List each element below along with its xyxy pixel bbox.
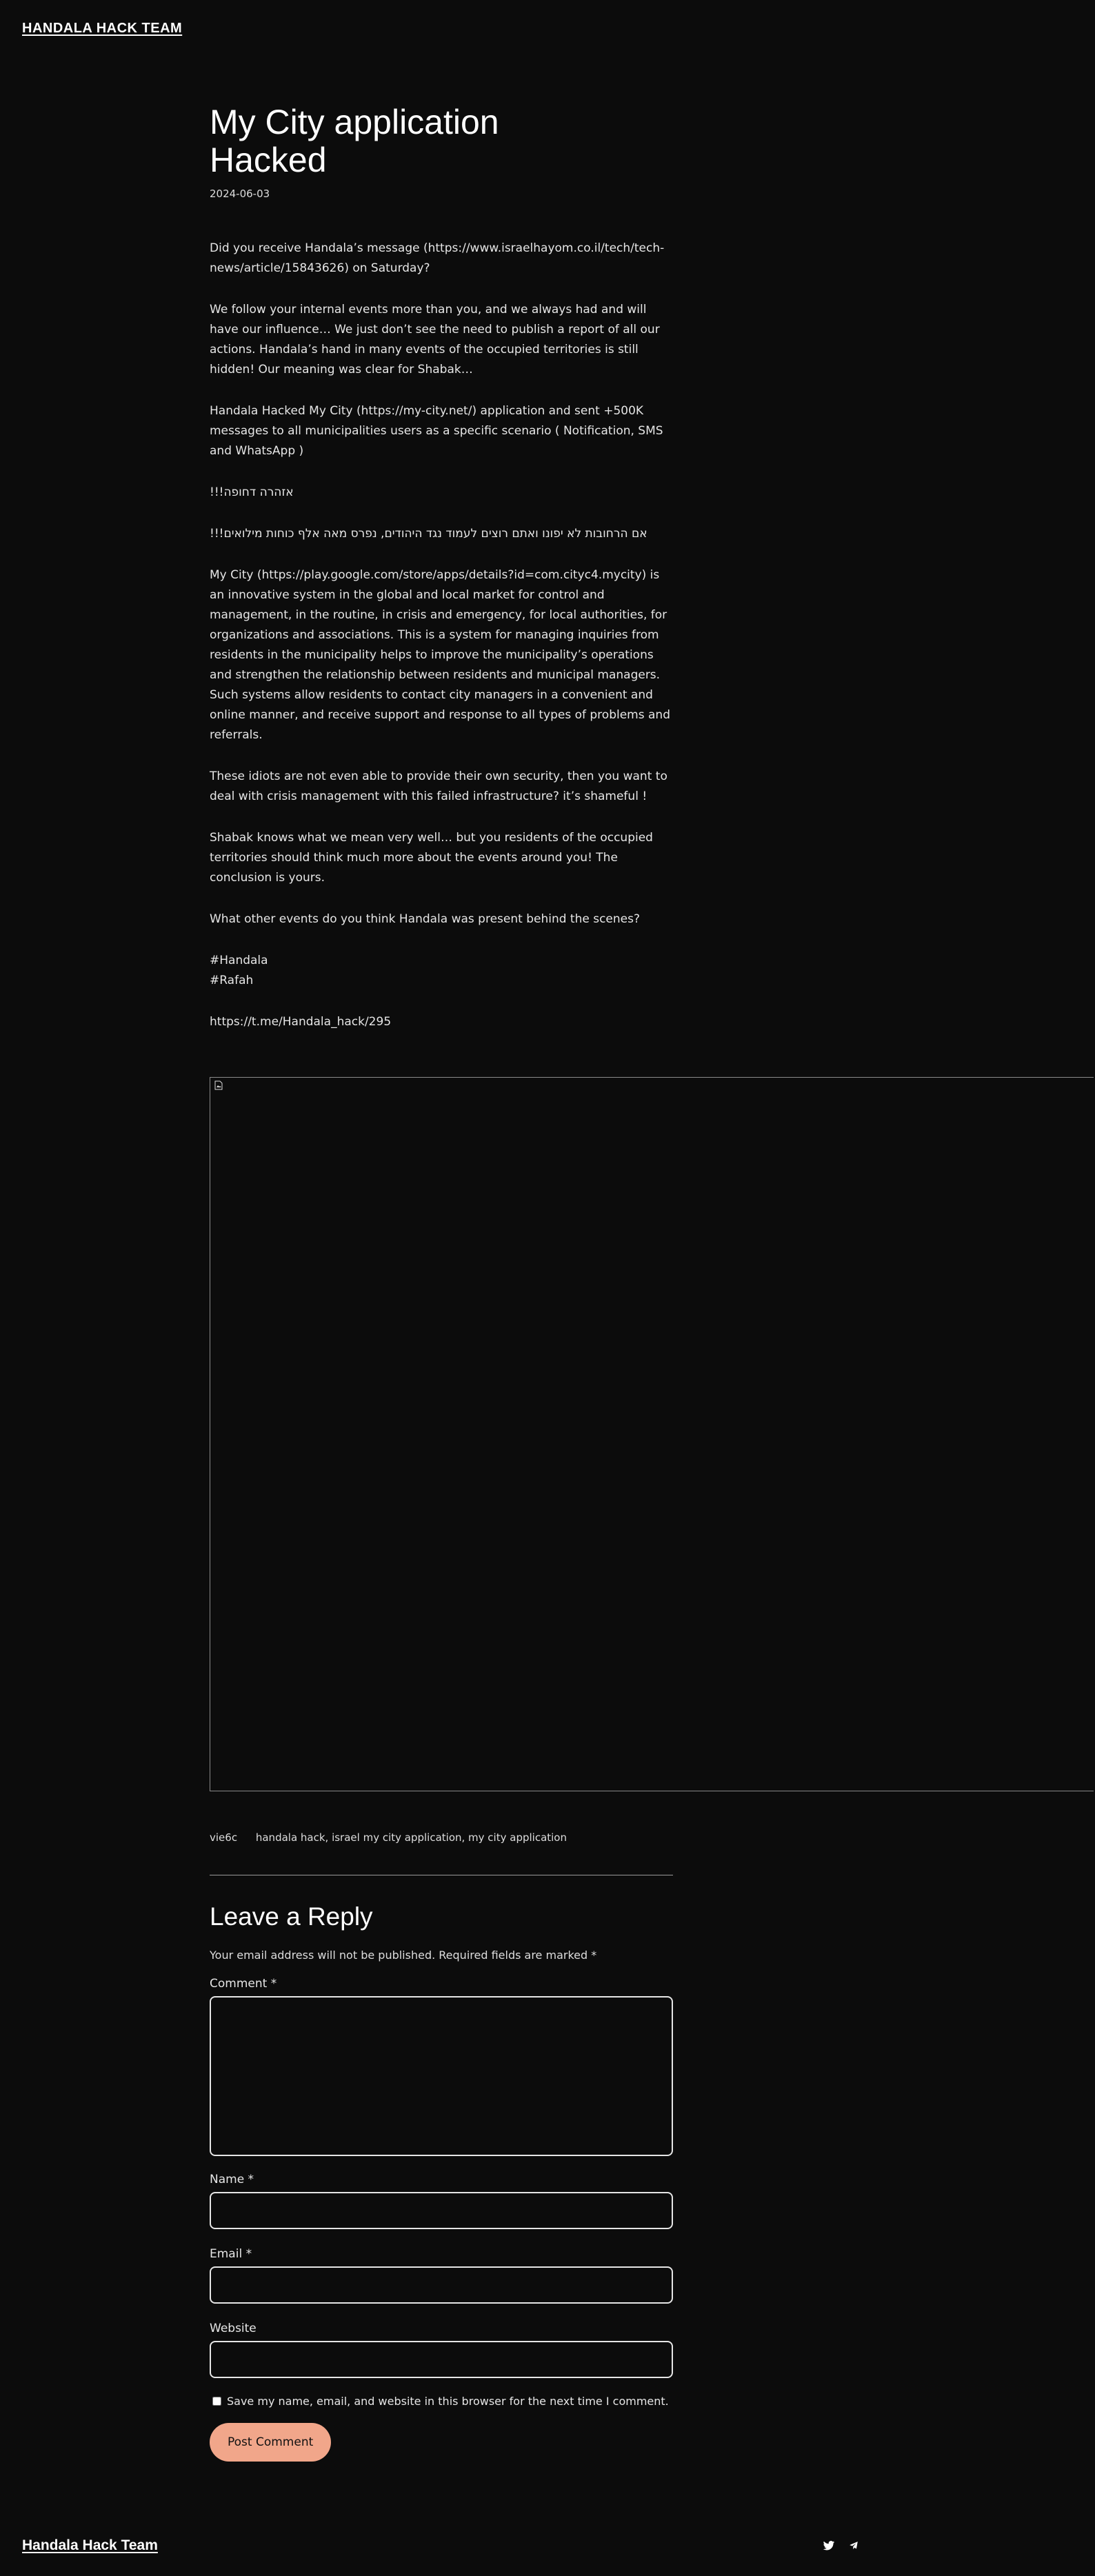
required-notes: Your email address will not be published. Required fields are marked * xyxy=(210,1949,597,1962)
post-author[interactable]: vie6c xyxy=(210,1831,238,1844)
hashtag-handala: #Handala xyxy=(210,954,268,967)
israelhayom-link[interactable]: https://www.israelhayom.co.il/tech/tech-news/article/15843626 xyxy=(210,241,665,275)
reply-heading: Leave a Reply xyxy=(210,1902,373,1931)
paragraph-2: We follow your internal events more than you, and we always had and will have our influence… We just don’t see the need to publish a report of all our actions. Handala’s hand in many events of the occupied territories is still hidden! Our meaning was clear for Shabak… xyxy=(210,303,660,376)
comment-label: Comment * xyxy=(210,1977,277,1991)
my-city-link[interactable]: https://my-city.net/ xyxy=(361,404,472,418)
post-content xyxy=(210,239,673,1032)
post-image xyxy=(210,1077,1094,1791)
play-store-link[interactable]: https://play.google.com/store/apps/details?id=com.cityc4.mycity xyxy=(261,568,642,582)
site-title-link[interactable]: HANDALA HACK TEAM xyxy=(22,21,183,36)
cookie-consent-row xyxy=(210,2395,673,2408)
cookie-consent-checkbox[interactable] xyxy=(212,2397,221,2406)
paragraph-6 xyxy=(210,565,673,745)
paragraph-7: These idiots are not even able to provide their own security, then you want to deal with crisis management with this failed infrastructure? it’s shameful ! xyxy=(210,769,667,803)
comment-textarea[interactable] xyxy=(210,1996,673,2156)
post-meta xyxy=(210,1831,582,1844)
paragraph-hebrew-message: אם הרחובות לא יפונו ואתם רוצים לעמוד נגד היהודים, נפרס מאה אלף כוחות מילואים!!! xyxy=(210,527,647,541)
twitter-icon[interactable] xyxy=(823,2541,835,2554)
paragraph-8: Shabak knows what we mean very well… but you residents of the occupied territories should think much more about the events around you! The conclusion is yours. xyxy=(210,831,653,885)
cookie-consent-label: Save my name, email, and website in this browser for the next time I comment. xyxy=(227,2395,669,2408)
website-label: Website xyxy=(210,2322,257,2335)
post-comment-button[interactable]: Post Comment xyxy=(210,2423,331,2462)
broken-image-icon xyxy=(214,1080,223,1090)
email-input[interactable] xyxy=(210,2266,673,2304)
paragraph-3 xyxy=(210,401,673,461)
paragraph-hebrew-warning: אזהרה דחופה!!! xyxy=(210,485,294,499)
text: ) is an innovative system in the global and local market for control and management, in the routine, in crisis and emergency, for local authorities, for organizations and associations. This is a system for managing inquiries from residents in the municipality helps to improve the municipality’s operations and strengthen the relationship between residents and municipal managers. Such systems allow residents to contact city managers in a convenient and online manner, and receive support and response to all types of problems and referrals. xyxy=(210,568,670,742)
post-tags[interactable]: handala hack, israel my city application, my city application xyxy=(255,1831,567,1844)
telegram-icon[interactable] xyxy=(849,2541,858,2554)
paragraph-9: What other events do you think Handala was present behind the scenes? xyxy=(210,912,640,926)
text: ) application and sent +500K messages to all municipalities users as a specific scenario ( Notification, SMS and WhatsApp ) xyxy=(210,404,663,458)
reply-section xyxy=(210,1900,673,2462)
post-title: My City application Hacked xyxy=(210,103,499,179)
website-input[interactable] xyxy=(210,2341,673,2378)
name-label: Name * xyxy=(210,2173,254,2186)
post-date: 2024-06-03 xyxy=(210,188,270,200)
footer-site-title-link[interactable]: Handala Hack Team xyxy=(22,2537,158,2553)
paragraph-1 xyxy=(210,239,673,279)
social-links xyxy=(823,2541,858,2554)
name-input[interactable] xyxy=(210,2192,673,2229)
article xyxy=(210,103,673,1054)
text: My City ( xyxy=(210,568,262,582)
hashtags xyxy=(210,951,673,991)
text: Did you receive Handala’s message ( xyxy=(210,241,428,255)
telegram-url: https://t.me/Handala_hack/295 xyxy=(210,1015,392,1029)
email-label: Email * xyxy=(210,2247,252,2261)
text: ) on Saturday? xyxy=(344,261,430,275)
hashtag-rafah: #Rafah xyxy=(210,974,254,987)
text: Handala Hacked My City ( xyxy=(210,404,361,418)
